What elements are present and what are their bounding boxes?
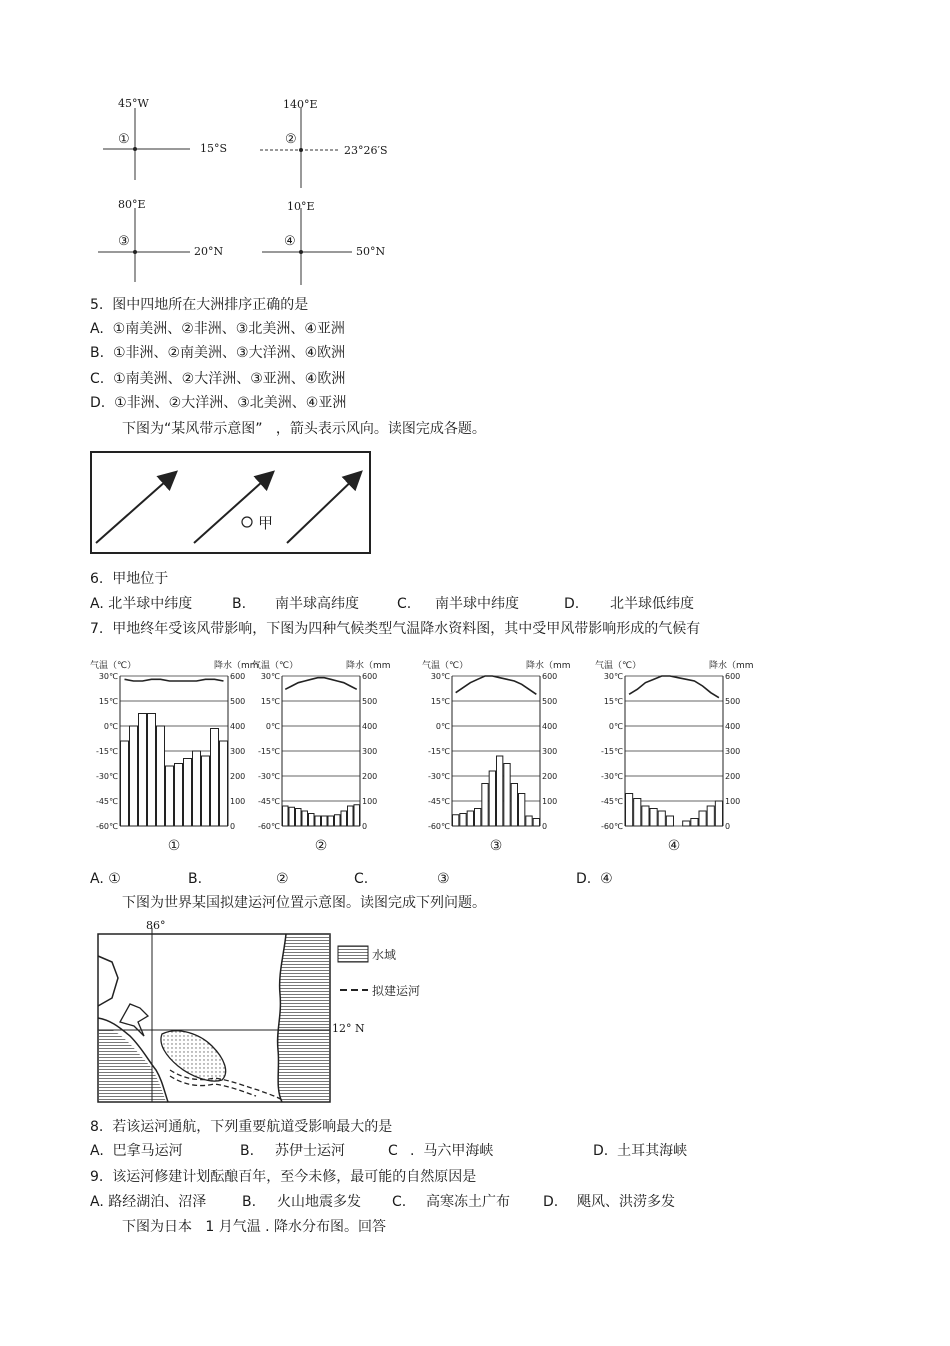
legend-water-label: 水域 [372,948,397,962]
temp-axis-label: 气温（℃） [595,661,642,671]
precip-tick-label: 100 [230,797,246,806]
temp-tick-label: 30℃ [260,672,280,681]
precip-tick-label: 0 [542,822,548,831]
canal-map-lat-label: 12° N [332,1022,365,1035]
precip-tick-label: 600 [542,672,558,681]
precip-bar [691,819,698,827]
precip-bar [658,811,665,826]
precip-bar [467,811,473,826]
temp-tick-label: -45℃ [257,797,280,806]
precip-tick-label: 600 [362,672,378,681]
temp-tick-label: -30℃ [95,772,118,781]
precip-bar [296,809,302,827]
q7-option-c[interactable]: ③ [437,871,450,887]
q5-option-b[interactable]: B. ①非洲、②南美洲、③大洋洲、④欧洲 [90,345,346,361]
precip-bar [519,794,525,827]
q6-option-d-letter[interactable]: D. [564,596,580,612]
q9-option-c-letter[interactable]: C. [392,1194,407,1210]
temp-tick-label: 15℃ [603,697,623,706]
q6-stem: 6. 甲地位于 [90,571,169,587]
p1-lon-label: 45°W [118,97,149,110]
precip-tick-label: 100 [725,797,741,806]
q6-option-a[interactable]: A. 北半球中纬度 [90,596,193,612]
q8-option-b-letter[interactable]: B. [240,1143,255,1159]
temp-tick-label: -15℃ [95,747,118,756]
q8-stem: 8. 若该运河通航，下列重要航道受影响最大的是 [90,1119,393,1135]
precip-bar [139,714,147,827]
temp-tick-label: -15℃ [427,747,450,756]
precip-bar [354,805,360,826]
precip-tick-label: 600 [230,672,246,681]
q7-option-b[interactable]: ② [276,871,289,887]
p3-lat-label: 20°N [194,245,224,258]
temp-line [456,676,537,694]
precip-bar [341,811,347,826]
precip-bar [504,764,510,827]
temp-line [125,679,224,681]
wind-intro: 下图为“某风带示意图” ，箭头表示风向。读图完成各题。 [122,421,486,437]
precip-tick-label: 400 [725,722,741,731]
precip-tick-label: 100 [362,797,378,806]
q9-option-a[interactable]: A. 路经湖泊、沼泽 [90,1194,207,1210]
precip-tick-label: 300 [230,747,246,756]
temp-tick-label: -45℃ [95,797,118,806]
p4-mark: ④ [284,234,296,249]
precip-bar [626,794,633,827]
temp-tick-label: 15℃ [260,697,280,706]
precip-tick-label: 400 [362,722,378,731]
precip-bar [283,806,289,826]
precip-bar [650,809,657,827]
q5-option-a[interactable]: A. ①南美洲、②非洲、③北美洲、④亚洲 [90,321,345,337]
climate-chart-2 [250,656,390,856]
temp-tick-label: 30℃ [430,672,450,681]
chart-index-label: ② [314,838,328,854]
precip-tick-label: 500 [542,697,558,706]
precip-bar [707,806,714,826]
q7-stem: 7. 甲地终年受该风带影响，下图为四种气候类型气温降水资料图，其中受甲风带影响形成的气候有 [90,621,701,637]
chart-index-label: ④ [667,838,681,854]
coordinate-figure [90,90,410,290]
precip-bar [193,751,201,826]
temp-line [285,678,357,690]
p1-mark: ① [118,132,130,147]
precip-tick-label: 0 [362,822,368,831]
q6-option-b[interactable]: 南半球高纬度 [275,596,359,612]
p4-lon-label: 10°E [287,200,315,213]
chart-index-label: ① [167,838,181,854]
p2-lon-label: 140°E [283,98,318,111]
precip-bar [526,816,532,826]
precip-bar [157,726,165,826]
temp-tick-label: 0℃ [435,722,450,731]
precip-bar [642,806,649,826]
q9-option-c[interactable]: 高寒冻土广布 [426,1194,510,1210]
p2-lat-label: 23°26′S [344,144,388,157]
temp-tick-label: -30℃ [427,772,450,781]
canal-map-lon-label: 86° [146,919,166,932]
precip-bar [211,729,219,827]
precip-axis-label: 降水（mm [346,661,390,671]
temp-axis-label: 气温（℃） [422,661,469,671]
temp-tick-label: -30℃ [257,772,280,781]
precip-bar [302,811,308,826]
temp-tick-label: 0℃ [265,722,280,731]
q9-option-d[interactable]: 飓风、洪涝多发 [577,1194,675,1210]
temp-tick-label: 0℃ [103,722,118,731]
climate-chart-3 [420,656,570,856]
precip-bar [148,714,156,827]
japan-intro: 下图为日本 1 月气温 . 降水分布图。回答 [122,1219,387,1235]
q8-option-c-letter[interactable]: C [388,1143,398,1159]
precip-tick-label: 500 [362,697,378,706]
temp-tick-label: 0℃ [608,722,623,731]
precip-bar [511,784,517,827]
temp-tick-label: 15℃ [98,697,118,706]
precip-bar [453,815,459,826]
precip-axis-label: 降水（mm [526,661,570,671]
precip-tick-label: 400 [542,722,558,731]
precip-tick-label: 0 [725,822,731,831]
precip-bar [715,801,722,826]
legend-canal-label: 拟建运河 [372,984,421,998]
precip-tick-label: 500 [230,697,246,706]
canal-map [90,918,430,1108]
q9-option-d-letter[interactable]: D. [543,1194,559,1210]
precip-tick-label: 200 [542,772,558,781]
precip-bar [460,814,466,827]
precip-axis-label: 降水（mm [709,661,753,671]
p3-lon-label: 80°E [118,198,146,211]
precip-bar [121,741,129,826]
precip-tick-label: 0 [230,822,236,831]
precip-tick-label: 600 [725,672,741,681]
q8-option-a[interactable]: A. 巴拿马运河 [90,1143,183,1159]
precip-bar [328,816,334,826]
temp-tick-label: -45℃ [600,797,623,806]
q5-option-d[interactable]: D. ①非洲、②大洋洲、③北美洲、④亚洲 [90,395,347,411]
q6-option-d[interactable]: 北半球低纬度 [610,596,694,612]
canal-intro: 下图为世界某国拟建运河位置示意图。读图完成下列问题。 [122,895,486,911]
q8-option-c[interactable]: . 马六甲海峡 [410,1143,494,1159]
q7-option-c-letter[interactable]: C. [354,871,369,887]
q7-option-d[interactable]: D. ④ [576,871,613,887]
precip-bar [166,766,174,826]
p4-lat-label: 50°N [356,245,386,258]
precip-bar [315,816,321,826]
precip-bar [497,756,503,826]
q7-option-a[interactable]: A. ① [90,871,121,887]
temp-tick-label: 30℃ [603,672,623,681]
temp-tick-label: -15℃ [257,747,280,756]
precip-tick-label: 300 [542,747,558,756]
q6-option-c-letter[interactable]: C. [397,596,412,612]
precip-tick-label: 200 [362,772,378,781]
q9-stem: 9. 该运河修建计划酝酿百年，至今未修，最可能的自然原因是 [90,1169,477,1185]
precip-bar [130,726,138,826]
chart-index-label: ③ [489,838,503,854]
temp-tick-label: -60℃ [95,822,118,831]
temp-tick-label: -60℃ [257,822,280,831]
precip-bar [683,821,690,826]
temp-axis-label: 气温（℃） [90,661,137,671]
temp-tick-label: -15℃ [600,747,623,756]
precip-tick-label: 200 [230,772,246,781]
p3-mark: ③ [118,234,130,249]
temp-tick-label: -30℃ [600,772,623,781]
precip-bar [699,811,706,826]
precip-bar [482,784,488,827]
precip-tick-label: 300 [362,747,378,756]
precip-tick-label: 400 [230,722,246,731]
precip-bar [202,756,210,826]
temp-tick-label: 15℃ [430,697,450,706]
p2-mark: ② [285,132,297,147]
q8-option-d[interactable]: D. 土耳其海峡 [593,1143,688,1159]
q5-option-c[interactable]: C. ①南美洲、②大洋洲、③亚洲、④欧洲 [90,371,346,387]
precip-bar [533,819,539,827]
precip-tick-label: 500 [725,697,741,706]
q5-stem: 5. 图中四地所在大洲排序正确的是 [90,297,309,313]
temp-tick-label: -45℃ [427,797,450,806]
temp-axis-label: 气温（℃） [252,661,299,671]
precip-tick-label: 200 [725,772,741,781]
p1-lat-label: 15°S [200,142,228,155]
temp-line [629,676,719,698]
precip-tick-label: 300 [725,747,741,756]
precip-bar [184,759,192,827]
precip-bar [175,764,183,827]
precip-bar [220,741,228,826]
q8-option-b[interactable]: 苏伊士运河 [275,1143,345,1159]
wind-belt-figure [90,451,372,555]
precip-bar [489,771,495,826]
precip-axis-label: 降水（mm [214,661,258,671]
precip-bar [322,816,328,826]
precip-tick-label: 100 [542,797,558,806]
precip-bar [475,809,481,827]
q6-option-b-letter[interactable]: B. [232,596,247,612]
temp-tick-label: -60℃ [427,822,450,831]
place-jia-label: 甲 [258,514,274,532]
precip-bar [335,815,341,826]
precip-bar [634,799,641,827]
precip-bar [348,806,354,826]
precip-bar [666,816,673,826]
precip-bar [309,814,315,827]
climate-chart-4 [593,656,753,856]
q9-option-b[interactable]: 火山地震多发 [277,1194,361,1210]
temp-tick-label: -60℃ [600,822,623,831]
q7-option-b-letter[interactable]: B. [188,871,203,887]
q6-option-c[interactable]: 南半球中纬度 [435,596,519,612]
q9-option-b-letter[interactable]: B. [242,1194,257,1210]
temp-tick-label: 30℃ [98,672,118,681]
climate-chart-1 [88,656,258,856]
precip-bar [289,807,295,826]
